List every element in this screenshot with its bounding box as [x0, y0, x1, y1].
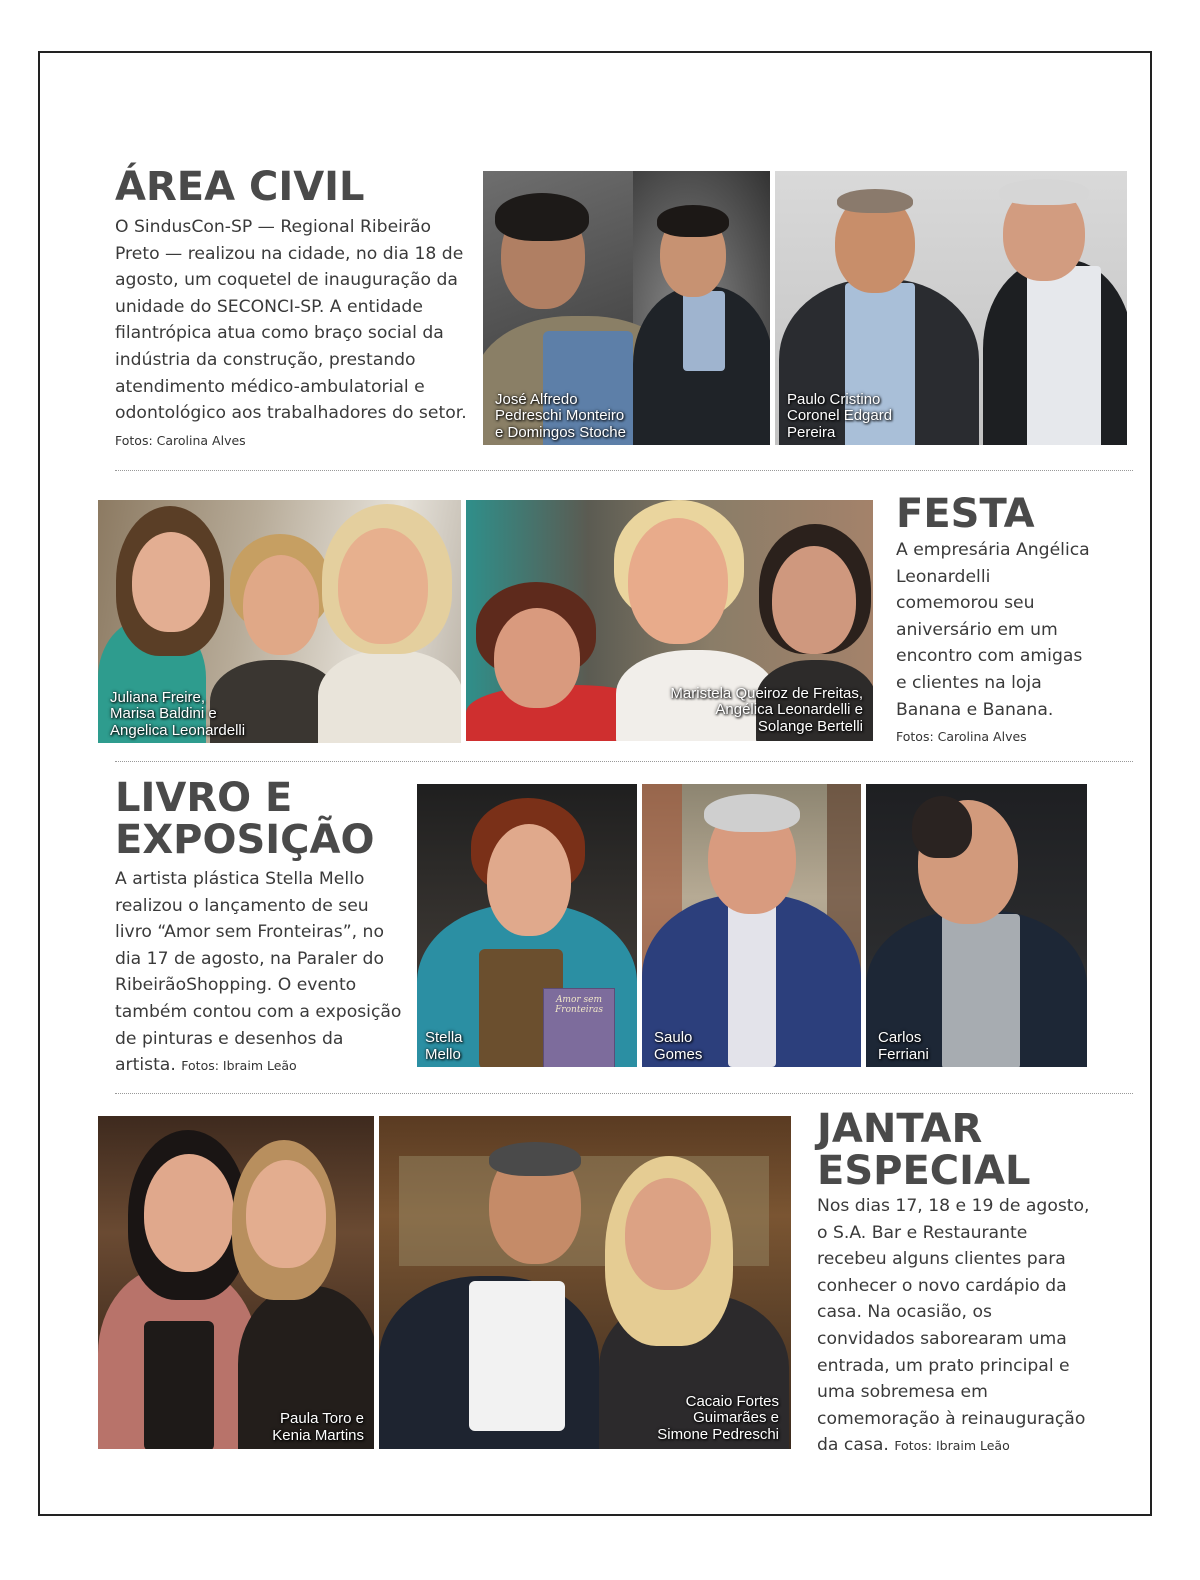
- photo-paulo-edgard: [775, 171, 1127, 445]
- caption-line: Guimarães e: [693, 1409, 779, 1426]
- jantar-text: Nos dias 17, 18 e 19 de agosto, o S.A. Bar e Restaurante recebeu alguns clientes para conhecer o novo cardápio da casa. Na ocasião, os convidados saborearam uma entrada, um prato principal e uma sobremesa em comemoração à reinauguração da casa.: [817, 1196, 1090, 1456]
- festa-body: [896, 537, 1096, 751]
- jantar-title-line1: JANTAR: [817, 1106, 983, 1152]
- photo-caption: [110, 690, 245, 740]
- photo-caption: [272, 1411, 364, 1444]
- jantar-title: [817, 1108, 1030, 1192]
- caption-line: Saulo: [654, 1029, 693, 1046]
- jantar-credit: Fotos: Ibraim Leão: [894, 1438, 1010, 1454]
- caption-line: Juliana Freire,: [110, 688, 206, 706]
- area-civil-text: O SindusCon-SP — Regional Ribeirão Preto — realizou na cidade, no dia 18 de agosto, um coquetel de inauguração da unidade do SECONCI-SP. A entidade filantrópica atua como braço social da indústria da construção, prestando atendimento médico-ambulatorial e odontológico aos trabalhadores do setor.: [115, 217, 467, 424]
- area-civil-credit: Fotos: Carolina Alves: [115, 432, 246, 448]
- photo-paula-kenia: [98, 1116, 374, 1449]
- photo-maristela-angelica-solange: [466, 500, 873, 741]
- jantar-body: [817, 1193, 1093, 1460]
- caption-line: Ferriani: [878, 1045, 929, 1063]
- photo-caption: [654, 1030, 702, 1063]
- caption-line: Paulo Cristino: [787, 390, 881, 408]
- photo-caption: [657, 1394, 779, 1444]
- caption-line: Stella: [425, 1029, 463, 1046]
- festa-title: FESTA: [896, 491, 1035, 537]
- caption-line: Pereira: [787, 423, 836, 441]
- caption-line: Mello: [425, 1045, 461, 1063]
- photo-saulo-gomes: [642, 784, 861, 1067]
- livro-text: A artista plástica Stella Mello realizou o lançamento de seu livro “Amor sem Fronteiras”, no dia 17 de agosto, na Paraler do RibeirãoShopping. O evento também contou com a exposição de pinturas e desenhos da artista.: [115, 869, 402, 1076]
- caption-line: Pedreschi Monteiro: [495, 407, 625, 424]
- caption-line: Marisa Baldini e: [110, 705, 217, 722]
- festa-text: A empresária Angélica Leonardelli comemorou seu aniversário em um encontro com amigas e clientes na loja Banana e Banana.: [896, 540, 1090, 720]
- book-title: Amor sem Fronteiras: [555, 995, 603, 1015]
- caption-line: Cacaio Fortes: [685, 1392, 779, 1410]
- caption-line: Angelica Leonardelli: [110, 721, 246, 739]
- section-divider: [115, 761, 1133, 762]
- photo-caption: [787, 392, 892, 442]
- photo-carlos-ferriani: [866, 784, 1087, 1067]
- section-divider: [115, 470, 1133, 471]
- livro-title-line1: LIVRO E: [115, 775, 293, 821]
- caption-line: José Alfredo: [495, 390, 578, 408]
- jantar-title-line2: ESPECIAL: [817, 1148, 1031, 1194]
- area-civil-title: ÁREA CIVIL: [115, 164, 365, 210]
- caption-line: Kenia Martins: [272, 1426, 364, 1444]
- caption-line: Carlos: [878, 1029, 922, 1046]
- caption-line: Coronel Edgard: [787, 407, 893, 424]
- area-civil-body: [115, 214, 467, 454]
- book: [543, 988, 615, 1067]
- photo-cacaio-simone: [379, 1116, 791, 1449]
- section-divider: [115, 1093, 1133, 1094]
- caption-line: e Domingos Stoche: [495, 423, 626, 441]
- caption-line: Gomes: [654, 1045, 703, 1063]
- caption-line: Paula Toro e: [280, 1410, 364, 1427]
- photo-caption: [670, 686, 863, 736]
- livro-title-line2: EXPOSIÇÃO: [115, 817, 375, 863]
- photo-caption: [425, 1030, 463, 1063]
- photo-stella-mello: [417, 784, 637, 1067]
- photo-juliana-marisa-angelica: [98, 500, 461, 743]
- livro-title: [115, 777, 375, 861]
- photo-jose-domingos: [483, 171, 770, 445]
- livro-body: [115, 866, 407, 1080]
- photo-caption: [878, 1030, 929, 1063]
- caption-line: Angélica Leonardelli e: [715, 701, 863, 718]
- caption-line: Maristela Queiroz de Freitas,: [670, 684, 863, 702]
- livro-credit: Fotos: Ibraim Leão: [181, 1058, 297, 1074]
- festa-credit: Fotos: Carolina Alves: [896, 729, 1027, 745]
- photo-caption: [495, 392, 626, 442]
- caption-line: Simone Pedreschi: [657, 1425, 779, 1443]
- caption-line: Solange Bertelli: [757, 717, 863, 735]
